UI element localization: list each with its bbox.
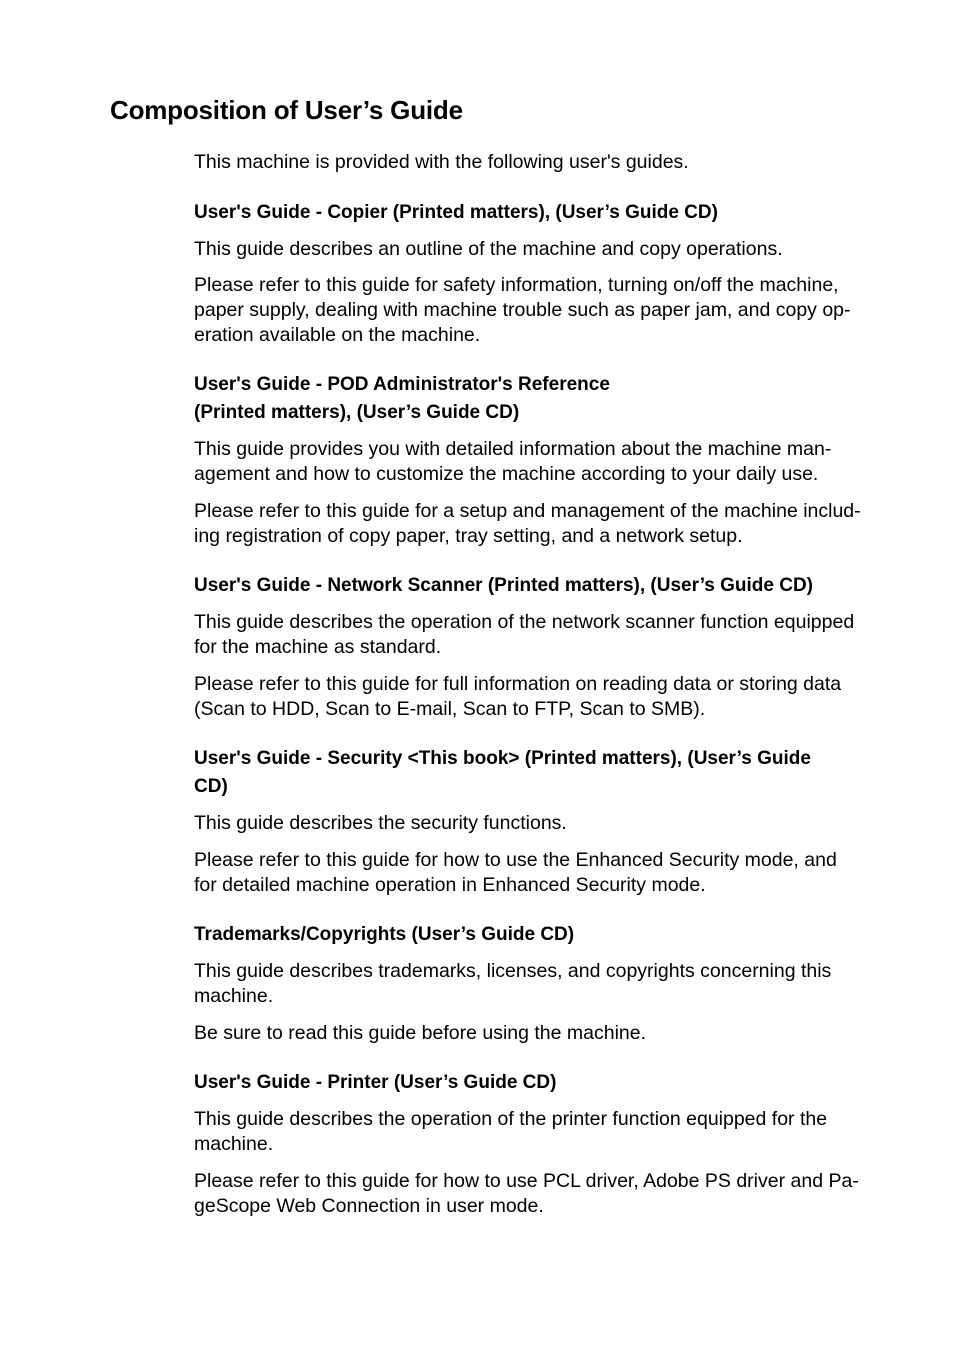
guide-heading [194, 745, 884, 801]
guide-heading [194, 371, 884, 427]
paragraph-line: This guide describes an outline of the machine and copy operations. [194, 238, 783, 260]
intro-text: This machine is provided with the following user's guides. [194, 151, 689, 173]
guide-heading-line: User's Guide - Network Scanner (Printed matters), (User’s Guide CD) [194, 575, 814, 596]
paragraph-line: machine. [194, 985, 274, 1007]
paragraph-line: geScope Web Connection in user mode. [194, 1195, 544, 1217]
paragraph-line: for detailed machine operation in Enhanced Security mode. [194, 874, 706, 896]
guide-description [194, 811, 884, 836]
paragraph-line: Please refer to this guide for full information on reading data or storing data [194, 673, 842, 695]
paragraph-line: Please refer to this guide for how to use PCL driver, Adobe PS driver and Pa- [194, 1170, 859, 1192]
guide-heading-line: User's Guide - Printer (User’s Guide CD) [194, 1072, 557, 1093]
guide-section-printer [194, 1069, 884, 1219]
paragraph-line: Please refer to this guide for how to use the Enhanced Security mode, and [194, 849, 837, 871]
paragraph-line: agement and how to customize the machine according to your daily use. [194, 463, 819, 485]
guide-heading [194, 572, 884, 600]
paragraph-line: This guide describes the operation of the network scanner function equipped [194, 611, 855, 633]
intro-paragraph [194, 150, 884, 175]
page-title: Composition of User’s Guide [110, 95, 463, 125]
paragraph-line: ing registration of copy paper, tray setting, and a network setup. [194, 525, 743, 547]
paragraph-line: This guide describes the operation of the printer function equipped for the [194, 1108, 828, 1130]
guide-description [194, 437, 884, 487]
guide-heading-line: User's Guide - POD Administrator's Reference [194, 374, 610, 395]
guide-usage-note [194, 499, 884, 549]
paragraph-line: This guide describes the security functions. [194, 812, 567, 834]
guide-heading [194, 1069, 884, 1097]
guide-usage-note [194, 672, 884, 722]
guide-heading-line: User's Guide - Security <This book> (Printed matters), (User’s Guide [194, 748, 811, 769]
guide-heading-line: (Printed matters), (User’s Guide CD) [194, 402, 520, 423]
guide-usage-note [194, 848, 884, 898]
guide-heading-line: Trademarks/Copyrights (User’s Guide CD) [194, 924, 575, 945]
paragraph-line: eration available on the machine. [194, 324, 481, 346]
guide-description [194, 610, 884, 660]
guide-section-trademarks [194, 921, 884, 1046]
paragraph-line: Please refer to this guide for safety information, turning on/off the machine, [194, 274, 839, 296]
paragraph-line: Be sure to read this guide before using the machine. [194, 1022, 647, 1044]
guide-section-copier [194, 199, 884, 348]
guide-description [194, 237, 884, 262]
guide-usage-note [194, 1021, 884, 1046]
guide-description [194, 1107, 884, 1157]
guide-heading [194, 199, 884, 227]
guide-heading [194, 921, 884, 949]
guide-heading-line: User's Guide - Copier (Printed matters), (User’s Guide CD) [194, 202, 718, 223]
guide-usage-note [194, 273, 884, 348]
paragraph-line: (Scan to HDD, Scan to E-mail, Scan to FTP, Scan to SMB). [194, 698, 706, 720]
paragraph-line: This guide provides you with detailed information about the machine man- [194, 438, 832, 460]
guide-section-security [194, 745, 884, 898]
paragraph-line: paper supply, dealing with machine trouble such as paper jam, and copy op- [194, 299, 851, 321]
paragraph-line: Please refer to this guide for a setup and management of the machine includ- [194, 500, 861, 522]
paragraph-line: machine. [194, 1133, 274, 1155]
guide-section-pod-admin [194, 371, 884, 549]
guide-section-network-scanner [194, 572, 884, 722]
guide-usage-note [194, 1169, 884, 1219]
guide-heading-line: CD) [194, 776, 228, 797]
paragraph-line: This guide describes trademarks, licenses, and copyrights concerning this [194, 960, 832, 982]
document-body [194, 148, 884, 1219]
guide-description [194, 959, 884, 1009]
paragraph-line: for the machine as standard. [194, 636, 442, 658]
